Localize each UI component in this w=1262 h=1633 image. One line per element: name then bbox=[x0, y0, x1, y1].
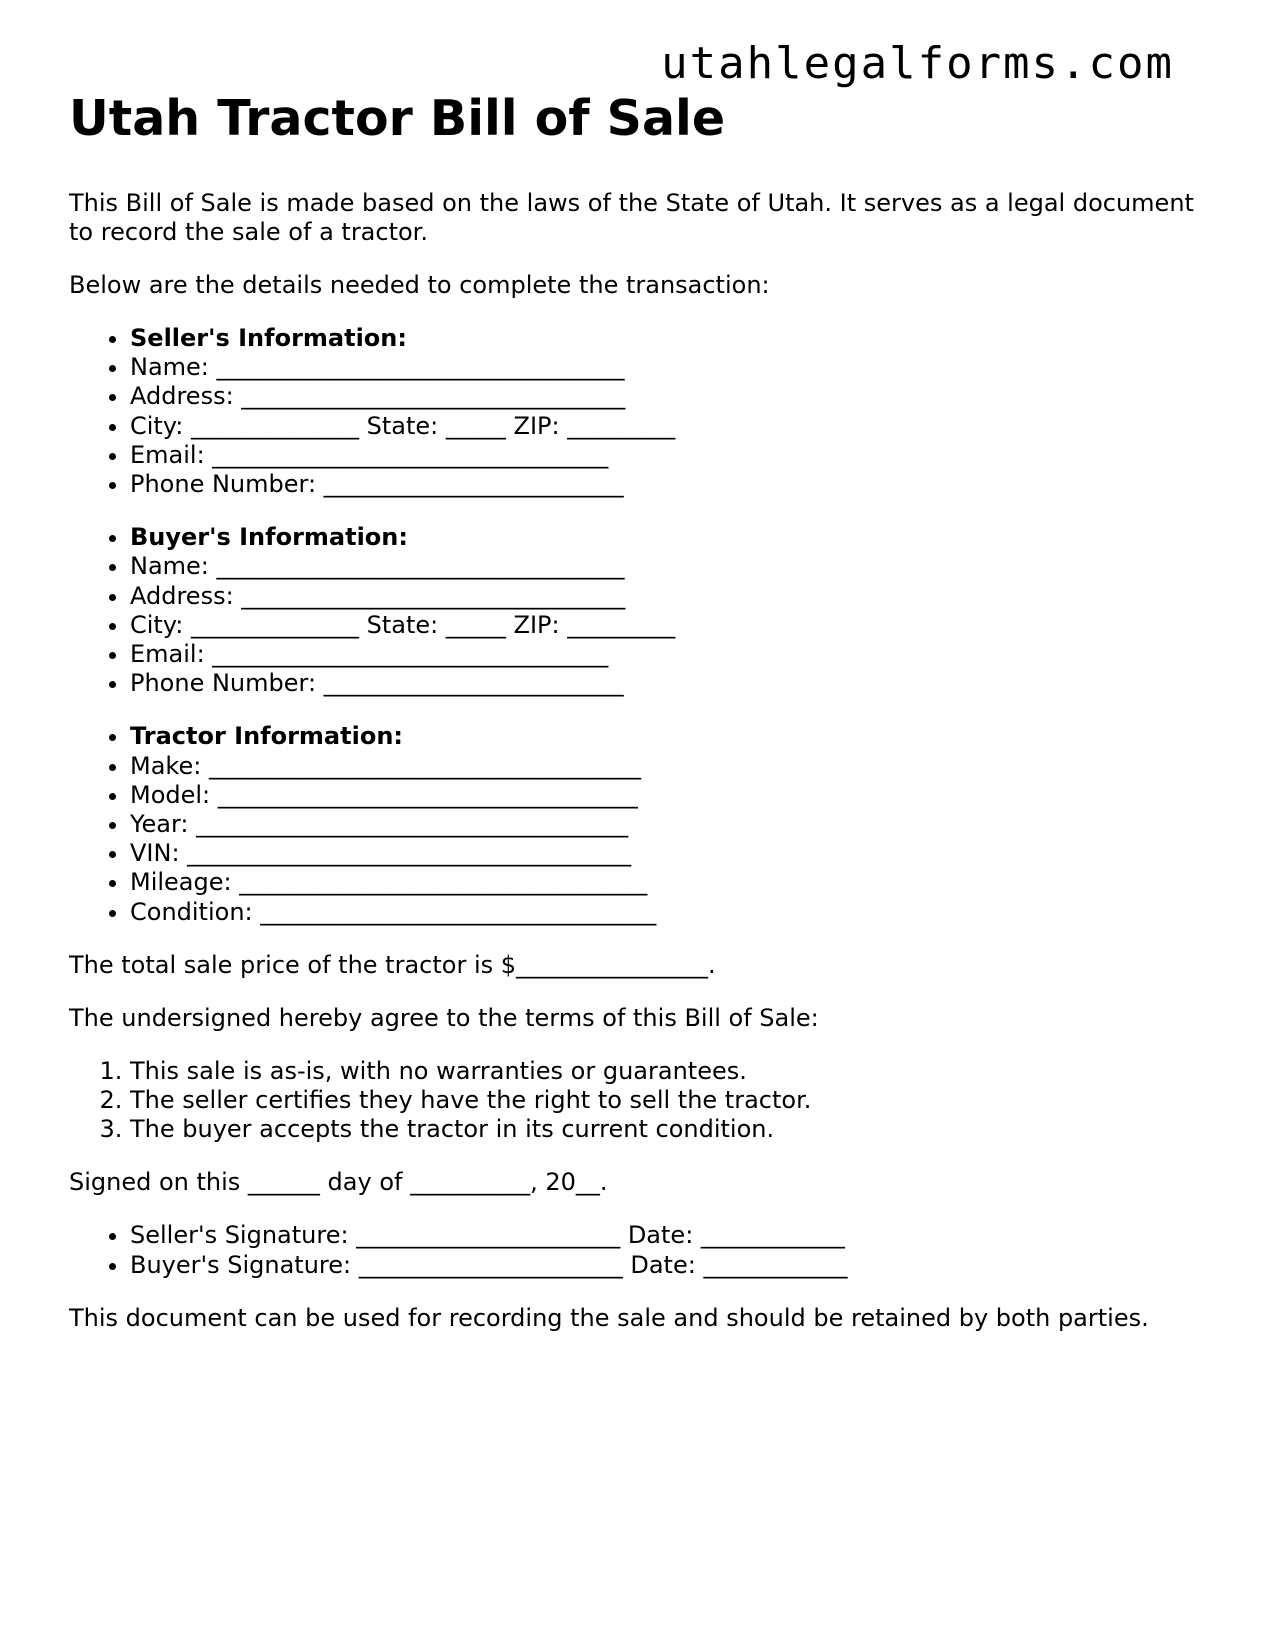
seller-email-field: • Email: _________________________________ bbox=[130, 441, 1199, 470]
tractor-heading: • Tractor Information: bbox=[130, 722, 1199, 751]
term-item: 2. The seller certifies they have the right to sell the tractor. bbox=[130, 1086, 1199, 1115]
watermark-site-name: utahlegalforms.com bbox=[661, 38, 1174, 89]
buyer-signature-line: • Buyer's Signature: ______________________ Date: ____________ bbox=[130, 1251, 1199, 1280]
buyer-name-field: • Name: __________________________________ bbox=[130, 552, 1199, 581]
seller-city-state-zip-field: • City: ______________ State: _____ ZIP: _________ bbox=[130, 412, 1199, 441]
tractor-make-field: • Make: ____________________________________ bbox=[130, 752, 1199, 781]
seller-heading: • Seller's Information: bbox=[130, 324, 1199, 353]
seller-info-list bbox=[69, 324, 1199, 499]
sale-price-line: The total sale price of the tractor is $________________. bbox=[69, 950, 716, 979]
page-title: Utah Tractor Bill of Sale bbox=[69, 90, 726, 147]
terms-list bbox=[69, 1057, 1199, 1145]
details-intro: Below are the details needed to complete the transaction: bbox=[69, 271, 770, 299]
seller-phone-field: • Phone Number: _________________________ bbox=[130, 470, 1199, 499]
tractor-info-list bbox=[69, 722, 1199, 926]
document-page bbox=[69, 84, 1199, 1333]
buyer-email-field: • Email: _________________________________ bbox=[130, 640, 1199, 669]
term-item: 3. The buyer accepts the tractor in its current condition. bbox=[130, 1115, 1199, 1144]
closing-paragraph: This document can be used for recording the sale and should be retained by both parties. bbox=[69, 1303, 1149, 1332]
tractor-mileage-field: • Mileage: __________________________________ bbox=[130, 868, 1199, 897]
buyer-heading: • Buyer's Information: bbox=[130, 523, 1199, 552]
intro-paragraph: This Bill of Sale is made based on the laws of the State of Utah. It serves as a legal document to record the sale of a tractor. bbox=[69, 189, 1194, 246]
buyer-phone-field: • Phone Number: _________________________ bbox=[130, 669, 1199, 698]
buyer-info-list bbox=[69, 523, 1199, 698]
tractor-vin-field: • VIN: _____________________________________ bbox=[130, 839, 1199, 868]
seller-name-field: • Name: __________________________________ bbox=[130, 353, 1199, 382]
tractor-model-field: • Model: ___________________________________ bbox=[130, 781, 1199, 810]
signed-on-line: Signed on this ______ day of __________, 20__. bbox=[69, 1168, 608, 1197]
term-item: 1. This sale is as-is, with no warranties or guarantees. bbox=[130, 1057, 1199, 1086]
tractor-year-field: • Year: ____________________________________ bbox=[130, 810, 1199, 839]
agreement-intro: The undersigned hereby agree to the terms of this Bill of Sale: bbox=[69, 1003, 819, 1032]
seller-signature-line: • Seller's Signature: ______________________ Date: ____________ bbox=[130, 1221, 1199, 1250]
buyer-address-field: • Address: ________________________________ bbox=[130, 582, 1199, 611]
buyer-city-state-zip-field: • City: ______________ State: _____ ZIP: _________ bbox=[130, 611, 1199, 640]
signature-list bbox=[69, 1221, 1199, 1279]
seller-address-field: • Address: ________________________________ bbox=[130, 382, 1199, 411]
tractor-condition-field: • Condition: _________________________________ bbox=[130, 898, 1199, 927]
